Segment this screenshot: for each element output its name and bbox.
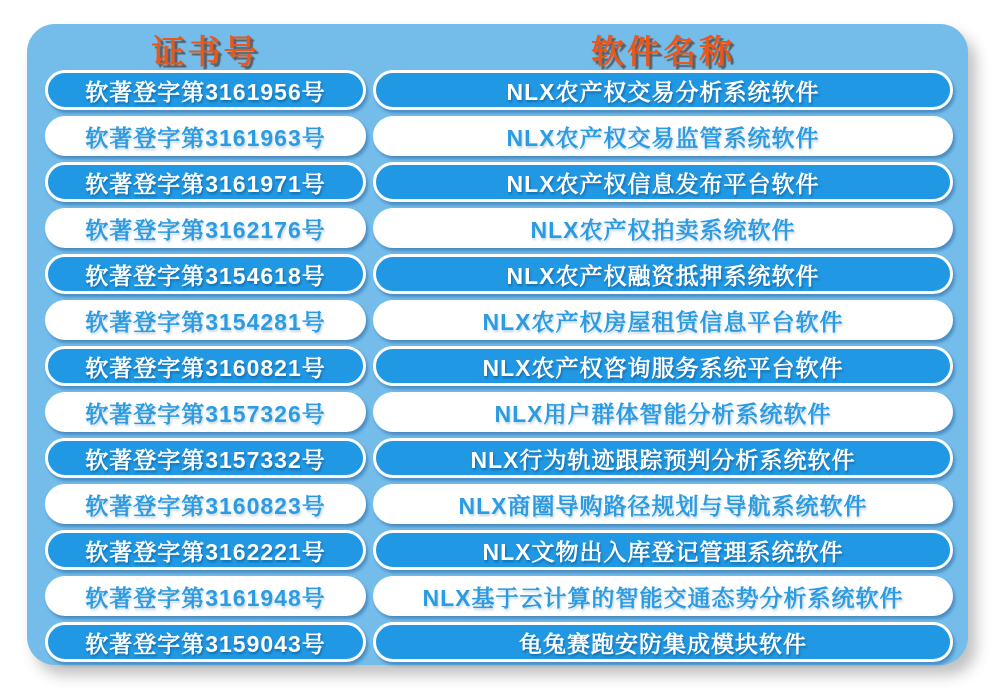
table-row <box>45 70 953 110</box>
software-name-pill: NLX农产权融资抵押系统软件 <box>373 254 953 294</box>
table-header <box>45 26 953 68</box>
certificate-number-pill: 软著登字第3161948号 <box>45 576 366 616</box>
table-body <box>45 70 953 662</box>
software-name-pill: NLX农产权交易监管系统软件 <box>373 116 953 156</box>
table-row <box>45 438 953 478</box>
certificate-number-pill: 软著登字第3160823号 <box>45 484 366 524</box>
software-name-pill: NLX农产权交易分析系统软件 <box>373 70 953 110</box>
certificate-table-panel <box>27 24 968 665</box>
table-row <box>45 622 953 662</box>
software-name-pill: NLX用户群体智能分析系统软件 <box>373 392 953 432</box>
software-name-pill: NLX基于云计算的智能交通态势分析系统软件 <box>373 576 953 616</box>
certificate-number-pill: 软著登字第3162221号 <box>45 530 366 570</box>
table-row <box>45 116 953 156</box>
certificate-column-header: 证书号 <box>151 33 260 70</box>
table-row <box>45 300 953 340</box>
certificate-number-pill: 软著登字第3161956号 <box>45 70 366 110</box>
software-name-pill: NLX农产权信息发布平台软件 <box>373 162 953 202</box>
software-name-pill: NLX农产权咨询服务系统平台软件 <box>373 346 953 386</box>
certificate-number-pill: 软著登字第3162176号 <box>45 208 366 248</box>
table-row <box>45 162 953 202</box>
certificate-number-pill: 软著登字第3160821号 <box>45 346 366 386</box>
table-row <box>45 254 953 294</box>
certificate-number-pill: 软著登字第3154618号 <box>45 254 366 294</box>
table-row <box>45 484 953 524</box>
table-row <box>45 346 953 386</box>
certificate-number-pill: 软著登字第3157332号 <box>45 438 366 478</box>
software-name-pill: 龟兔赛跑安防集成模块软件 <box>373 622 953 662</box>
certificate-number-pill: 软著登字第3161963号 <box>45 116 366 156</box>
software-name-pill: NLX农产权拍卖系统软件 <box>373 208 953 248</box>
certificate-number-pill: 软著登字第3161971号 <box>45 162 366 202</box>
certificate-number-pill: 软著登字第3159043号 <box>45 622 366 662</box>
software-name-pill: NLX农产权房屋租赁信息平台软件 <box>373 300 953 340</box>
table-row <box>45 576 953 616</box>
software-name-pill: NLX行为轨迹跟踪预判分析系统软件 <box>373 438 953 478</box>
table-row <box>45 208 953 248</box>
certificate-number-pill: 软著登字第3157326号 <box>45 392 366 432</box>
table-row <box>45 530 953 570</box>
software-name-column-header: 软件名称 <box>591 33 735 70</box>
software-name-pill: NLX商圈导购路径规划与导航系统软件 <box>373 484 953 524</box>
certificate-number-pill: 软著登字第3154281号 <box>45 300 366 340</box>
table-row <box>45 392 953 432</box>
software-name-pill: NLX文物出入库登记管理系统软件 <box>373 530 953 570</box>
